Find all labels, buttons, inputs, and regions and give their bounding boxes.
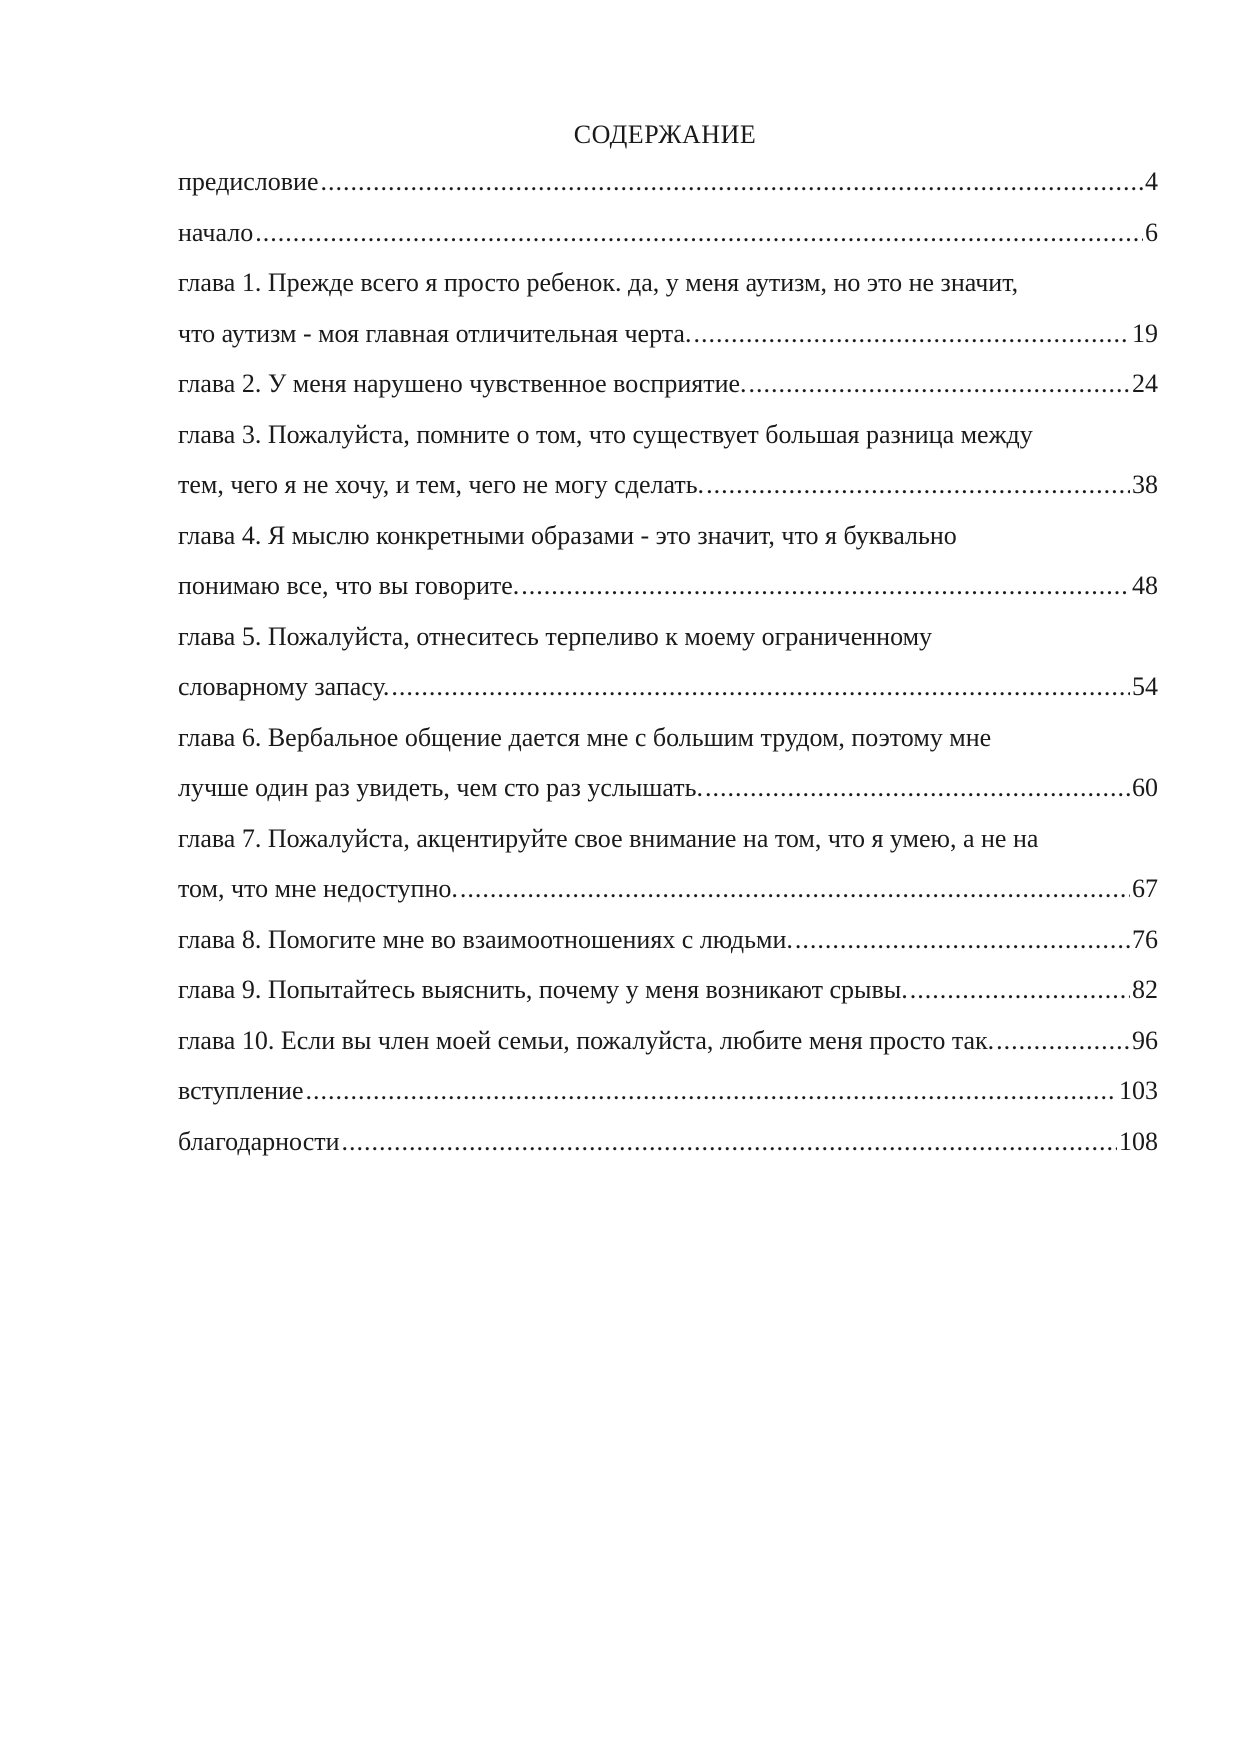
page-title: СОДЕРЖАНИЕ <box>573 120 757 149</box>
toc-entry-chapter-5-line-1[interactable] <box>178 620 1158 671</box>
dot-leader <box>996 1024 1130 1058</box>
toc-entry-title: глава 9. Попытайтесь выяснить, почему у меня возникают срывы. <box>178 975 908 1004</box>
toc-page-number: 19 <box>1132 318 1158 348</box>
toc-entry-title: предисловие <box>178 167 319 196</box>
toc-page-number: 76 <box>1132 924 1158 954</box>
dot-leader <box>305 1074 1117 1108</box>
toc-entry-title: глава 1. Прежде всего я просто ребенок. да, у меня аутизм, но это не значит, <box>178 268 1019 297</box>
toc-page-number: 67 <box>1132 874 1158 903</box>
toc-entry-chapter-10[interactable] <box>178 1024 1158 1075</box>
toc-entry-title-cont: словарному запасу. <box>178 672 390 701</box>
dot-leader <box>749 367 1130 401</box>
toc-entry-chapter-6-line-1[interactable] <box>178 721 1158 772</box>
toc-entry-title: начало <box>178 217 254 247</box>
toc-entry-title: глава 3. Пожалуйста, помните о том, что существует большая разница между <box>178 419 1033 449</box>
toc-entry-chapter-6[interactable] <box>178 771 1158 822</box>
toc-page-number: 6 <box>1145 217 1158 247</box>
toc-entry-chapter-9[interactable] <box>178 973 1158 1024</box>
toc-entry-chapter-1[interactable] <box>178 317 1158 368</box>
toc-entry-title-cont: понимаю все, что вы говорите. <box>178 571 520 600</box>
toc-entry-chapter-2[interactable] <box>178 367 1158 418</box>
toc-entry-chapter-3-line-1[interactable] <box>178 418 1158 469</box>
toc-page-number: 24 <box>1132 369 1158 398</box>
toc-page-number: 82 <box>1132 975 1158 1004</box>
dot-leader <box>342 1125 1117 1159</box>
toc-entry-title: глава 10. Если вы член моей семьи, пожалуйста, любите меня просто так. <box>178 1025 995 1055</box>
dot-leader <box>321 165 1144 199</box>
toc-entry-title: вступление <box>178 1076 304 1105</box>
dot-leader <box>705 771 1130 805</box>
toc-entry-title-cont: лучше один раз увидеть, чем сто раз услышать. <box>178 773 703 802</box>
toc-page-number: 38 <box>1132 470 1158 499</box>
dot-leader <box>391 670 1130 704</box>
dot-leader <box>521 569 1130 603</box>
toc-page-number: 96 <box>1132 1025 1158 1055</box>
toc-entry-title-cont: что аутизм - моя главная отличительная черта. <box>178 318 692 348</box>
toc-entry-chapter-4[interactable] <box>178 569 1158 620</box>
toc-entry-title: глава 8. Помогите мне во взаимоотношениях с людьми. <box>178 924 793 954</box>
toc-page-number: 4 <box>1145 167 1158 196</box>
toc-page-number: 60 <box>1132 773 1158 802</box>
toc-entry-chapter-4-line-1[interactable] <box>178 519 1158 570</box>
table-of-contents <box>178 165 1158 1175</box>
toc-entry-introduction[interactable] <box>178 1074 1158 1125</box>
toc-entry-title-cont: тем, чего я не хочу, и тем, чего не могу сделать. <box>178 470 705 499</box>
toc-entry-chapter-3[interactable] <box>178 468 1158 519</box>
toc-entry-beginning[interactable] <box>178 216 1158 267</box>
dot-leader <box>910 973 1130 1007</box>
toc-entry-title-cont: том, что мне недоступно. <box>178 874 458 903</box>
toc-entry-chapter-7-line-1[interactable] <box>178 822 1158 873</box>
toc-entry-title: глава 4. Я мыслю конкретными образами - это значит, что я буквально <box>178 520 957 550</box>
dot-leader <box>255 216 1143 250</box>
toc-entry-title: глава 6. Вербальное общение дается мне с большим трудом, поэтому мне <box>178 722 992 752</box>
toc-entry-chapter-8[interactable] <box>178 923 1158 974</box>
toc-page-number: 48 <box>1132 571 1158 600</box>
toc-page-number: 103 <box>1119 1076 1158 1105</box>
dot-leader <box>460 872 1130 906</box>
toc-entry-title: глава 2. У меня нарушено чувственное восприятие. <box>178 369 747 398</box>
toc-page-number: 54 <box>1132 672 1158 701</box>
dot-leader <box>693 317 1130 351</box>
toc-page-number: 108 <box>1119 1126 1158 1156</box>
toc-entry-chapter-7[interactable] <box>178 872 1158 923</box>
toc-entry-chapter-1-line-1[interactable] <box>178 266 1158 317</box>
toc-entry-acknowledgements[interactable] <box>178 1125 1158 1176</box>
toc-entry-title: благодарности <box>178 1126 340 1156</box>
dot-leader <box>706 468 1130 502</box>
toc-entry-chapter-5[interactable] <box>178 670 1158 721</box>
toc-entry-title: глава 7. Пожалуйста, акцентируйте свое внимание на том, что я умею, а не на <box>178 823 1039 853</box>
toc-entry-title: глава 5. Пожалуйста, отнеситесь терпеливо к моему ограниченному <box>178 621 933 651</box>
dot-leader <box>795 923 1130 957</box>
toc-entry-preface[interactable] <box>178 165 1158 216</box>
